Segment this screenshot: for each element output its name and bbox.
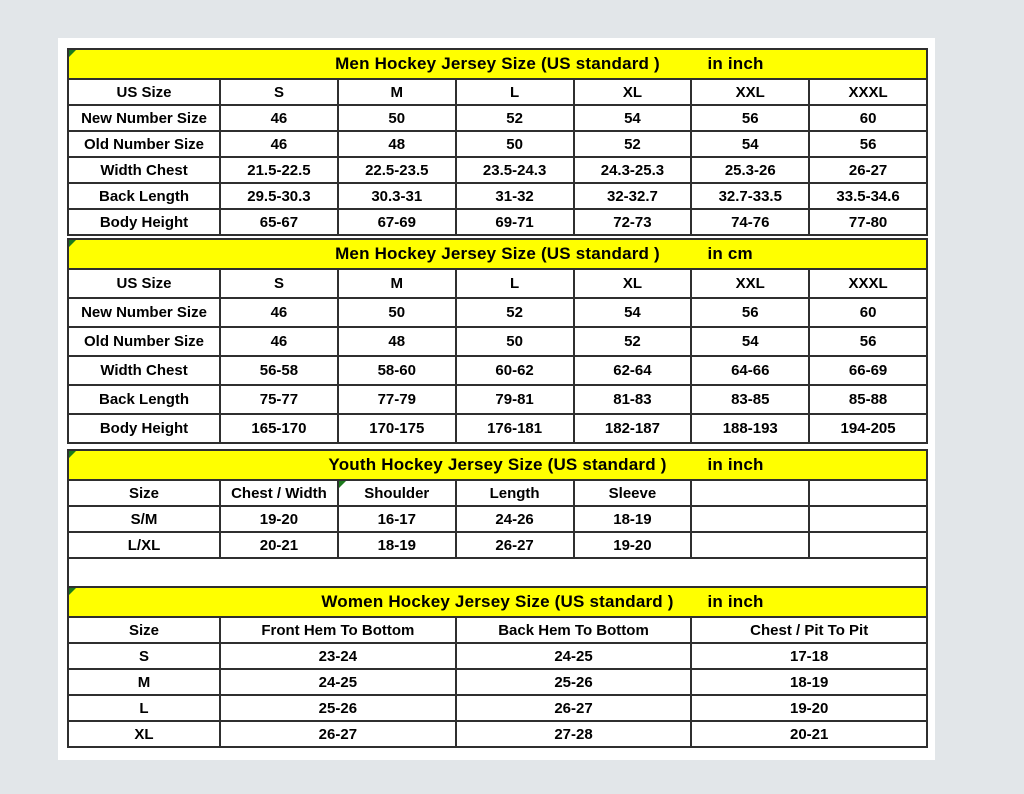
column-header-label: XL <box>622 275 643 292</box>
data-cell: 54 <box>692 328 810 357</box>
data-cell: 26-27 <box>221 722 457 748</box>
data-cell: 165-170 <box>221 415 339 444</box>
data-cell: 48 <box>339 328 457 357</box>
column-header-label: US Size <box>116 275 172 292</box>
data-cell: 27-28 <box>457 722 693 748</box>
column-header-label: Back Hem To Bottom <box>498 621 649 639</box>
row-label: Old Number Size <box>69 328 221 357</box>
column-header <box>457 80 575 106</box>
youth-size-table <box>67 449 928 559</box>
youth-inch-title-band <box>67 449 928 481</box>
data-cell: 77-80 <box>810 210 928 236</box>
table-unit-label: in cm <box>707 244 753 263</box>
excel-corner-marker-icon <box>69 451 76 458</box>
column-header-label: XXL <box>735 83 765 101</box>
data-cell: 50 <box>339 299 457 328</box>
row-label: New Number Size <box>69 106 221 132</box>
data-cell: 30.3-31 <box>339 184 457 210</box>
data-cell: 31-32 <box>457 184 575 210</box>
column-header <box>692 618 928 644</box>
column-header-label: M <box>390 83 404 101</box>
data-cell: 25.3-26 <box>692 158 810 184</box>
column-header-label: XXXL <box>848 275 888 292</box>
data-cell: 24-25 <box>221 670 457 696</box>
women-inch-title-band <box>67 586 928 618</box>
data-cell: 50 <box>457 132 575 158</box>
table-unit-label: in inch <box>707 455 764 474</box>
table-title: Youth Hockey Jersey Size (US standard ) <box>328 455 667 474</box>
data-cell: 56 <box>692 106 810 132</box>
men-inch-title-band <box>67 48 928 80</box>
column-header-label: XXL <box>735 275 765 292</box>
column-header <box>339 481 457 507</box>
data-cell: 56-58 <box>221 357 339 386</box>
data-cell: 170-175 <box>339 415 457 444</box>
data-cell: 81-83 <box>575 386 693 415</box>
data-cell: 52 <box>575 132 693 158</box>
data-cell: 29.5-30.3 <box>221 184 339 210</box>
men-cm-title-band <box>67 238 928 270</box>
column-header-label: US Size <box>116 83 172 101</box>
data-cell: 79-81 <box>457 386 575 415</box>
data-cell: 58-60 <box>339 357 457 386</box>
data-cell: 50 <box>457 328 575 357</box>
data-cell: 18-19 <box>339 533 457 559</box>
row-label-header <box>69 80 221 106</box>
data-cell: 32-32.7 <box>575 184 693 210</box>
data-cell: 60 <box>810 299 928 328</box>
data-cell: 20-21 <box>221 533 339 559</box>
data-cell: 26-27 <box>810 158 928 184</box>
women-inch-grid <box>67 618 928 748</box>
column-header <box>221 618 457 644</box>
data-cell: 25-26 <box>457 670 693 696</box>
column-header-label: S <box>273 83 284 101</box>
data-cell: 60 <box>810 106 928 132</box>
column-header <box>692 481 810 507</box>
column-header <box>221 481 339 507</box>
table-unit-label: in inch <box>707 592 764 611</box>
table-title: Women Hockey Jersey Size (US standard ) <box>321 592 674 611</box>
column-header <box>221 80 339 106</box>
data-cell <box>810 507 928 533</box>
data-cell: 54 <box>575 106 693 132</box>
row-label: Body Height <box>69 210 221 236</box>
data-cell: 67-69 <box>339 210 457 236</box>
row-label-header <box>69 481 221 507</box>
column-header <box>339 80 457 106</box>
data-cell: 69-71 <box>457 210 575 236</box>
column-header-label: XXXL <box>848 83 888 101</box>
column-header <box>810 481 928 507</box>
row-label: Back Length <box>69 184 221 210</box>
data-cell: 23-24 <box>221 644 457 670</box>
data-cell: 26-27 <box>457 533 575 559</box>
data-cell: 22.5-23.5 <box>339 158 457 184</box>
data-cell: 23.5-24.3 <box>457 158 575 184</box>
data-cell: 60-62 <box>457 357 575 386</box>
men-cm-grid <box>67 270 928 444</box>
data-cell: 54 <box>692 132 810 158</box>
column-header-label: XL <box>622 83 643 101</box>
row-label: S/M <box>69 507 221 533</box>
data-cell: 24-26 <box>457 507 575 533</box>
excel-corner-marker-icon <box>339 481 346 488</box>
data-cell: 75-77 <box>221 386 339 415</box>
data-cell: 46 <box>221 299 339 328</box>
column-header <box>575 80 693 106</box>
youth-inch-grid <box>67 481 928 559</box>
column-header-label: L <box>510 83 520 101</box>
column-header <box>339 270 457 299</box>
column-header-label: Chest / Width <box>231 484 327 502</box>
excel-corner-marker-icon <box>69 50 76 57</box>
column-header <box>457 481 575 507</box>
column-header <box>810 80 928 106</box>
data-cell: 46 <box>221 106 339 132</box>
men-cm-size-table <box>67 238 928 444</box>
data-cell: 52 <box>457 106 575 132</box>
column-header-label: Length <box>489 484 540 502</box>
column-header-label: Size <box>129 484 160 502</box>
row-label: Old Number Size <box>69 132 221 158</box>
column-header-label: Front Hem To Bottom <box>261 621 415 639</box>
column-header-label: L <box>510 275 520 292</box>
column-header-label: Sleeve <box>608 484 657 502</box>
data-cell: 21.5-22.5 <box>221 158 339 184</box>
column-header-label: M <box>390 275 404 292</box>
data-cell: 182-187 <box>575 415 693 444</box>
row-label: Width Chest <box>69 357 221 386</box>
data-cell: 18-19 <box>692 670 928 696</box>
column-header <box>810 270 928 299</box>
column-header-label: Shoulder <box>364 484 430 502</box>
data-cell: 74-76 <box>692 210 810 236</box>
row-label: L <box>69 696 221 722</box>
women-size-table <box>67 586 928 748</box>
data-cell: 32.7-33.5 <box>692 184 810 210</box>
row-label: Body Height <box>69 415 221 444</box>
row-label: Width Chest <box>69 158 221 184</box>
row-label: Back Length <box>69 386 221 415</box>
column-header-label: S <box>273 275 284 292</box>
data-cell <box>810 533 928 559</box>
data-cell: 52 <box>457 299 575 328</box>
column-header <box>221 270 339 299</box>
data-cell: 46 <box>221 328 339 357</box>
data-cell: 52 <box>575 328 693 357</box>
data-cell: 83-85 <box>692 386 810 415</box>
data-cell: 194-205 <box>810 415 928 444</box>
data-cell: 19-20 <box>575 533 693 559</box>
row-label: New Number Size <box>69 299 221 328</box>
data-cell: 24.3-25.3 <box>575 158 693 184</box>
data-cell: 176-181 <box>457 415 575 444</box>
data-cell: 72-73 <box>575 210 693 236</box>
row-label: XL <box>69 722 221 748</box>
data-cell: 20-21 <box>692 722 928 748</box>
row-label: S <box>69 644 221 670</box>
data-cell: 18-19 <box>575 507 693 533</box>
column-header <box>457 618 693 644</box>
data-cell: 24-25 <box>457 644 693 670</box>
data-cell: 56 <box>692 299 810 328</box>
data-cell: 17-18 <box>692 644 928 670</box>
data-cell: 66-69 <box>810 357 928 386</box>
column-header <box>575 270 693 299</box>
table-unit-label: in inch <box>707 54 764 73</box>
data-cell: 26-27 <box>457 696 693 722</box>
data-cell: 46 <box>221 132 339 158</box>
row-label-header <box>69 270 221 299</box>
column-header-label: Size <box>129 621 160 639</box>
data-cell: 33.5-34.6 <box>810 184 928 210</box>
excel-corner-marker-icon <box>69 240 76 247</box>
data-cell: 65-67 <box>221 210 339 236</box>
data-cell: 188-193 <box>692 415 810 444</box>
data-cell: 50 <box>339 106 457 132</box>
row-label: M <box>69 670 221 696</box>
column-header <box>692 80 810 106</box>
data-cell: 64-66 <box>692 357 810 386</box>
data-cell <box>692 507 810 533</box>
row-label-header <box>69 618 221 644</box>
data-cell: 19-20 <box>692 696 928 722</box>
data-cell: 56 <box>810 328 928 357</box>
column-header-label: Chest / Pit To Pit <box>750 621 869 639</box>
column-header <box>692 270 810 299</box>
men-inch-grid <box>67 80 928 236</box>
table-title: Men Hockey Jersey Size (US standard ) <box>335 244 660 263</box>
data-cell: 54 <box>575 299 693 328</box>
data-cell: 16-17 <box>339 507 457 533</box>
empty-grid-row <box>67 559 928 586</box>
data-cell: 25-26 <box>221 696 457 722</box>
data-cell: 19-20 <box>221 507 339 533</box>
size-chart-sheet <box>58 38 935 760</box>
data-cell: 48 <box>339 132 457 158</box>
table-title: Men Hockey Jersey Size (US standard ) <box>335 54 660 73</box>
men-inch-size-table <box>67 48 928 236</box>
data-cell: 77-79 <box>339 386 457 415</box>
data-cell: 85-88 <box>810 386 928 415</box>
excel-corner-marker-icon <box>69 588 76 595</box>
data-cell: 56 <box>810 132 928 158</box>
column-header <box>575 481 693 507</box>
column-header <box>457 270 575 299</box>
data-cell <box>692 533 810 559</box>
data-cell: 62-64 <box>575 357 693 386</box>
row-label: L/XL <box>69 533 221 559</box>
